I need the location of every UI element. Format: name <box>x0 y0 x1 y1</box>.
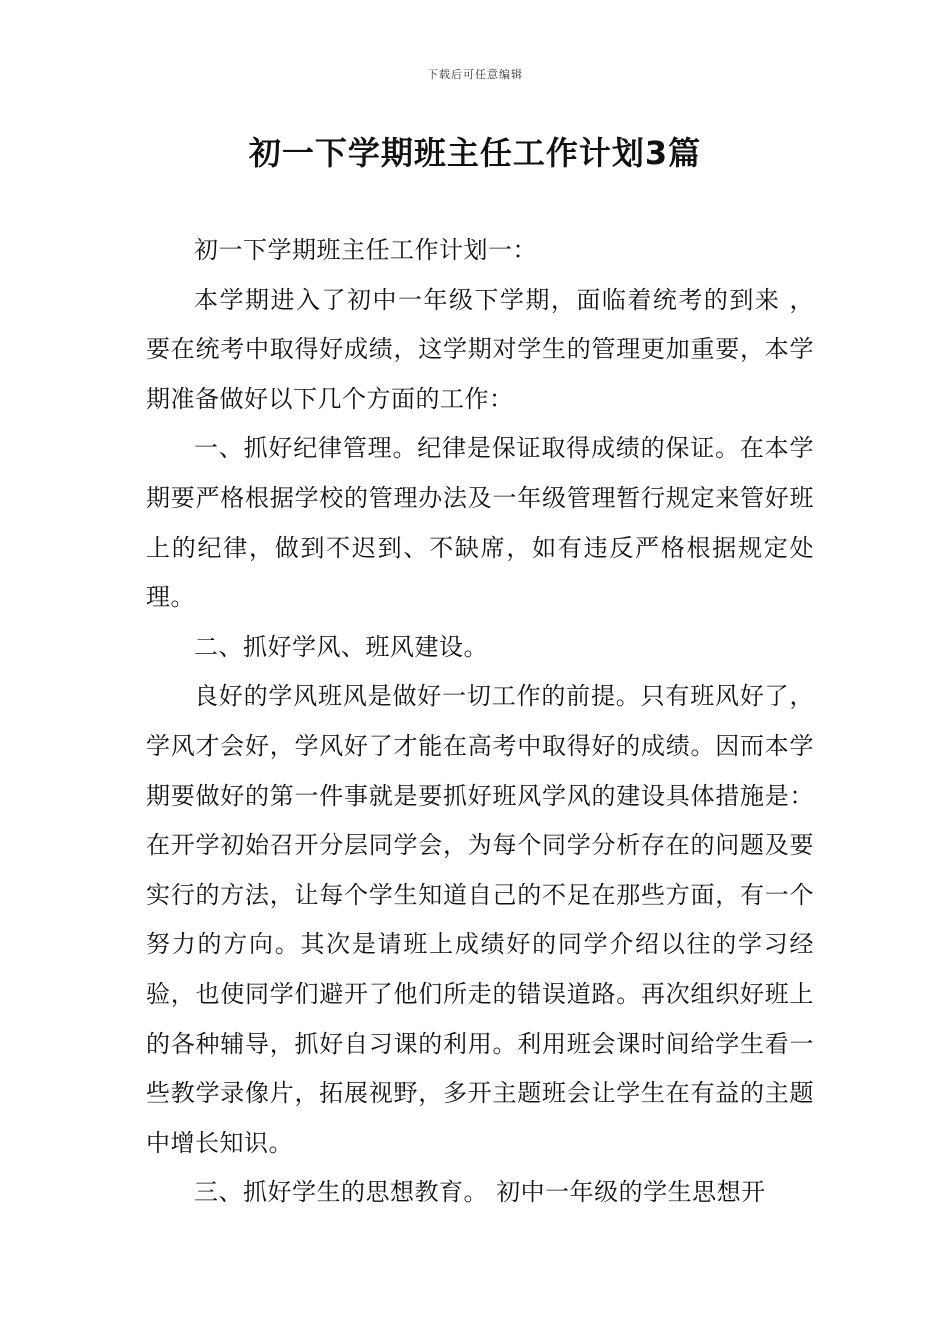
paragraph-study-style: 良好的学风班风是做好一切工作的前提。只有班风好了，学风才会好，学风好了才能在高考中取得好的成绩。因而本学期要做好的第一件事就是要抓好班风学风的建设具体措施是：在开学初始召开分层同学会，为每个同学分析存在的问题及要实行的方法，让每个学生知道自己的不足在那些方面，有一个努力的方向。其次是请班上成绩好的同学介绍以往的学习经验，也使同学们避开了他们所走的错误道路。再次组织好班上的各种辅导，抓好自习课的利用。利用班会课时间给学生看一些教学录像片，拓展视野，多开主题班会让学生在有益的主题中增长知识。 <box>146 682 814 1157</box>
page-header-note: 下载后可任意编辑 <box>427 68 523 81</box>
paragraph-intro: 本学期进入了初中一年级下学期，面临着统考的到来 ，要在统考中取得好成绩，这学期对学生的管理更加重要，本学期准备做好以下几个方面的工作： <box>146 285 814 413</box>
paragraph-study-style-heading: 二、抓好学风、班风建设。 <box>194 632 488 661</box>
paragraph-thought-education: 三、抓好学生的思想教育。 初中一年级的学生思想开 <box>194 1178 766 1207</box>
document-body <box>146 226 814 1218</box>
document-title: 初一下学期班主任工作计划3篇 <box>248 134 702 172</box>
paragraph-discipline: 一、抓好纪律管理。纪律是保证取得成绩的保证。在本学期要严格根据学校的管理办法及一年级管理暂行规定来管好班上的纪律，做到不迟到、不缺席，如有违反严格根据规定处理。 <box>146 434 814 612</box>
paragraph-intro-heading: 初一下学期班主任工作计划一： <box>194 236 537 264</box>
